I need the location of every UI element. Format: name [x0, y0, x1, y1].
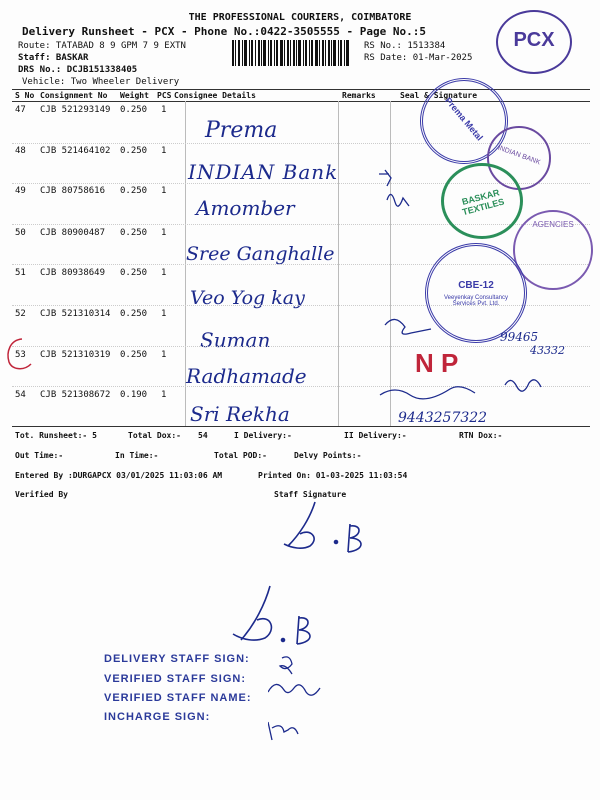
row-consignee: INDIAN Bank — [188, 160, 339, 184]
vehicle-text: Vehicle: Two Wheeler Delivery — [22, 77, 180, 87]
seal-agencies-text: AGENCIES — [532, 220, 574, 229]
row-consignee: Amomber — [196, 196, 295, 220]
seal-indian-bank-text: INDIAN BANK — [496, 144, 542, 167]
row-sno: 48 — [15, 146, 26, 156]
row-sno: 47 — [15, 105, 26, 115]
header-consignee: Consignee Details — [174, 91, 256, 100]
row-consignment: CJB 521464102 — [40, 146, 111, 156]
verified-staff-name-label: VERIFIED STAFF NAME: — [104, 692, 252, 704]
printed-on: Printed On: 01-03-2025 11:03:54 — [258, 471, 408, 480]
row-pcs: 1 — [161, 228, 167, 238]
row-consignment: CJB 521308672 — [40, 390, 111, 400]
out-time: Out Time:- — [15, 451, 64, 460]
row-weight: 0.190 — [120, 390, 148, 400]
row-consignee: Sri Rekha — [190, 402, 290, 426]
runsheet-title: Delivery Runsheet - PCX - Phone No.:0422-3505555 - Page No.:5 — [22, 25, 426, 38]
row-sno: 50 — [15, 228, 26, 238]
row-consignment: CJB 80900487 — [40, 228, 106, 238]
seal-prema-text: Prema Metal — [443, 95, 485, 143]
row-remark: N P — [415, 348, 459, 378]
verified-by: Verified By — [15, 490, 68, 499]
row-consignment: CJB 521310314 — [40, 309, 111, 319]
header-consignment: Consignment No — [40, 91, 108, 100]
i-delivery: I Delivery:- — [234, 431, 292, 440]
row-consignment: CJB 521310319 — [40, 350, 111, 360]
table-header — [12, 90, 590, 101]
header-remarks: Remarks — [342, 91, 376, 100]
row-consignee: Veo Yog kay — [190, 287, 305, 309]
staff-text: Staff: BASKAR — [18, 53, 89, 63]
row-weight: 0.250 — [120, 228, 148, 238]
header-weight: Weight — [120, 91, 149, 100]
rs-date-text: RS Date: 01-Mar-2025 — [364, 53, 473, 63]
in-time: In Time:- — [115, 451, 159, 460]
row-weight: 0.250 — [120, 350, 148, 360]
delvy-points: Delvy Points:- — [294, 451, 362, 460]
row-pcs: 1 — [161, 146, 167, 156]
row-consignee: Prema — [205, 118, 278, 143]
stamp-box-signatures — [268, 652, 368, 742]
row-sno: 52 — [15, 309, 26, 319]
incharge-sign-label: INCHARGE SIGN: — [104, 711, 211, 723]
row-pcs: 1 — [161, 309, 167, 319]
total-dox-label: Total Dox:- — [128, 431, 181, 440]
handwritten-phone-1: 99465 — [500, 330, 539, 344]
row-sno: 49 — [15, 186, 26, 196]
row-weight: 0.250 — [120, 186, 148, 196]
drs-no-text: DRS No.: DCJB151338405 — [18, 65, 138, 75]
row-sno: 51 — [15, 268, 26, 278]
pcx-stamp — [496, 10, 572, 74]
route-text: Route: TATABAD 8 9 GPM 7 9 EXTN — [18, 41, 186, 51]
row-pcs: 1 — [161, 105, 167, 115]
row-consignment: CJB 80758616 — [40, 186, 106, 196]
row-pcs: 1 — [161, 268, 167, 278]
red-circle-mark — [4, 336, 38, 372]
row-weight: 0.250 — [120, 146, 148, 156]
total-dox-value: 54 — [198, 431, 208, 440]
seal-veeyenkay-text: Veeyenkay Consultancy Services Pvt. Ltd. — [443, 295, 509, 307]
seal-column-signatures — [375, 120, 590, 430]
row-weight: 0.250 — [120, 309, 148, 319]
row-consignee: Sree Ganghalle — [186, 243, 335, 265]
row-consignee: Radhamade — [186, 364, 307, 388]
row-sno: 53 — [15, 350, 26, 360]
total-pod: Total POD:- — [214, 451, 267, 460]
row-consignment: CJB 521293149 — [40, 105, 111, 115]
row-pcs: 1 — [161, 390, 167, 400]
barcode — [232, 40, 350, 66]
row-consignee: Suman — [200, 328, 271, 352]
tot-runsheet: Tot. Runsheet:- 5 — [15, 431, 97, 440]
row-sno: 54 — [15, 390, 26, 400]
entered-by: Entered By :DURGAPCX 03/01/2025 11:03:06 AM — [15, 471, 223, 480]
header-sno: S No — [15, 91, 35, 100]
row-weight: 0.250 — [120, 105, 148, 115]
seal-baskar-text: BASKAR TEXTILES — [460, 187, 506, 218]
rtn-dox: RTN Dox:- — [459, 431, 503, 440]
staff-signature-label: Staff Signature — [274, 490, 347, 499]
company-name: THE PROFESSIONAL COURIERS, COIMBATORE — [188, 12, 412, 23]
row-weight: 0.250 — [120, 268, 148, 278]
row-pcs: 1 — [161, 350, 167, 360]
row-pcs: 1 — [161, 186, 167, 196]
rs-no-text: RS No.: 1513384 — [364, 41, 446, 51]
handwritten-phone-3: 9443257322 — [398, 410, 488, 426]
verified-staff-sign-label: VERIFIED STAFF SIGN: — [104, 673, 247, 685]
pcx-stamp-text: PCX — [513, 29, 555, 51]
row-consignment: CJB 80938649 — [40, 268, 106, 278]
delivery-staff-signature — [225, 580, 335, 660]
seal-cbe12-text: CBE-12 — [458, 280, 494, 291]
barcode-icon — [232, 40, 350, 66]
header-pcs: PCS — [157, 91, 172, 100]
handwritten-phone-2: 43332 — [530, 344, 565, 357]
ii-delivery: II Delivery:- — [344, 431, 407, 440]
staff-signature — [270, 498, 380, 558]
delivery-staff-sign-label: DELIVERY STAFF SIGN: — [104, 653, 250, 665]
header-seal: Seal & Signature — [400, 91, 478, 100]
